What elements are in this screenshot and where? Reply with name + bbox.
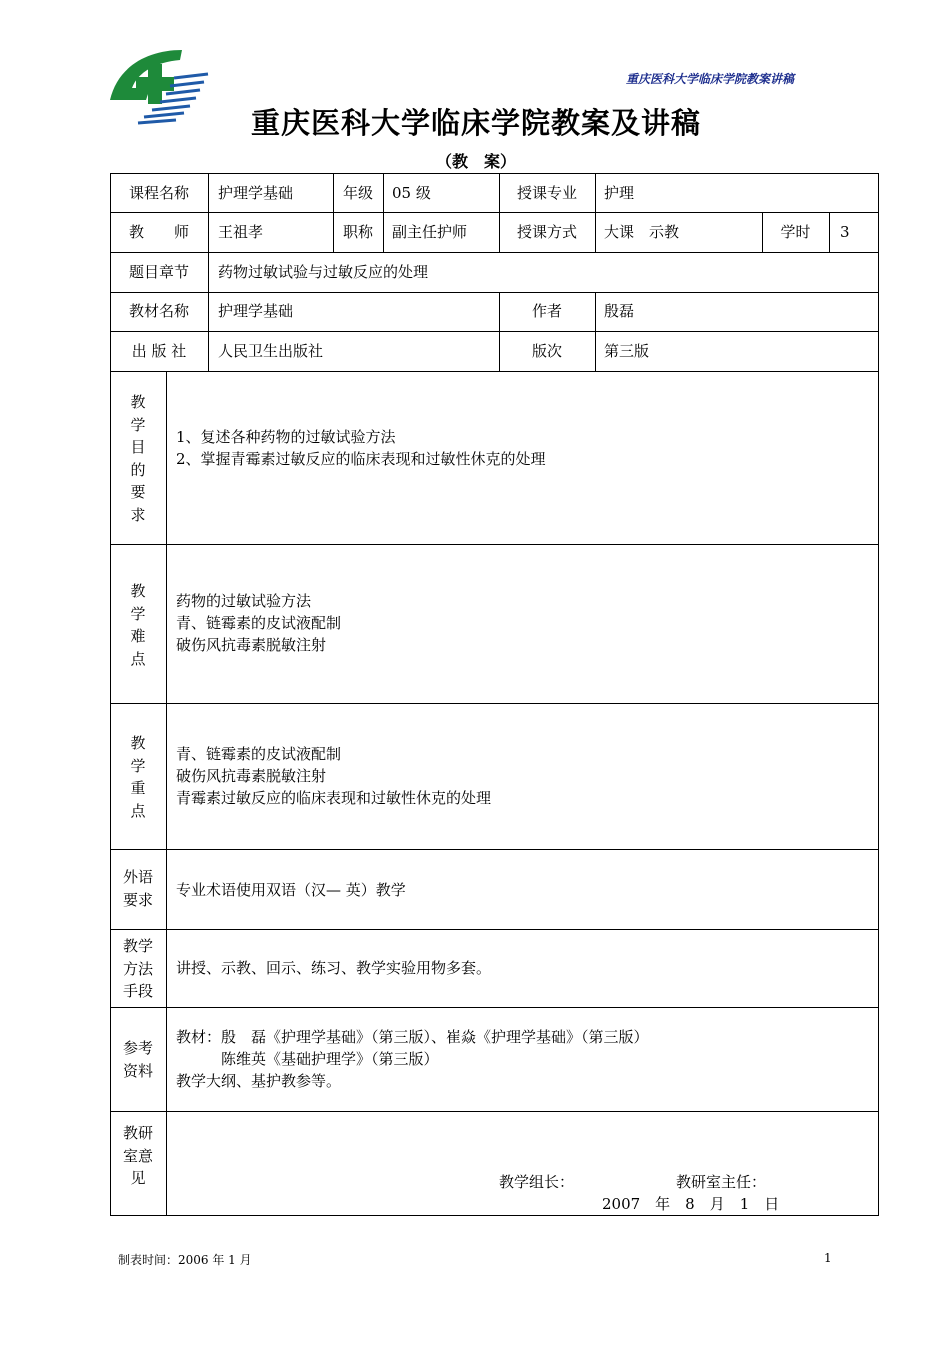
edition-value: 第三版 [604, 342, 650, 360]
topic-label: 题目章节 [128, 263, 189, 281]
row-divider [110, 212, 879, 213]
references-text: 教材：殷 磊《护理学基础》（第三版）、崔焱《护理学基础》（第三版） 陈维英《基础护理学》（第三版） 教学大纲、基护教参等。 [176, 1028, 649, 1090]
publisher-value: 人民卫生出版社 [218, 342, 324, 360]
methods-label: 教学 方法 手段 [122, 937, 153, 1000]
difficulties-label: 教 学 难 点 [130, 582, 146, 668]
objectives-label: 教 学 目 的 要 求 [130, 393, 146, 524]
hours-label: 学时 [780, 223, 811, 241]
row-divider [110, 1111, 879, 1112]
page-title: 重庆医科大学临床学院教案及讲稿 [250, 106, 701, 140]
row-divider [110, 929, 879, 930]
author-label: 作者 [531, 302, 562, 320]
col-divider [166, 371, 167, 1216]
col-divider [595, 292, 596, 371]
textbook-value: 护理学基础 [218, 302, 294, 320]
grade-label: 年级 [342, 184, 373, 202]
col-divider [383, 173, 384, 252]
major-value: 护理 [604, 184, 635, 202]
row-divider [110, 252, 879, 253]
teacher-value: 王祖孝 [218, 223, 264, 241]
director-label: 教研室主任： [676, 1173, 767, 1191]
row-divider [110, 544, 879, 545]
major-label: 授课专业 [516, 184, 577, 202]
row-divider [110, 371, 879, 372]
opinion-label: 教研 室意 见 [122, 1124, 153, 1187]
language-text: 专业术语使用双语（汉— 英）教学 [176, 881, 406, 899]
page-subtitle: （教 案） [435, 152, 516, 171]
group-leader-label: 教学组长： [499, 1173, 575, 1191]
row-divider [110, 1007, 879, 1008]
teacher-label: 教 师 [128, 223, 189, 241]
textbook-label: 教材名称 [128, 302, 189, 320]
row-divider [110, 849, 879, 850]
hours-value: 3 [840, 223, 850, 241]
col-divider [595, 173, 596, 252]
rank-label: 职称 [342, 223, 373, 241]
keypoints-label: 教 学 重 点 [130, 734, 146, 820]
page-number: 1 [824, 1251, 832, 1265]
row-divider [110, 292, 879, 293]
method-value: 大课 示教 [604, 223, 680, 241]
difficulties-text: 药物的过敏试验方法 青、链霉素的皮试液配制 破伤风抗毒素脱敏注射 [176, 592, 342, 654]
references-label: 参考 资料 [122, 1039, 153, 1080]
col-divider [829, 212, 830, 252]
objectives-text: 1、复述各种药物的过敏试验方法 2、掌握青霉素过敏反应的临床表现和过敏性休克的处理 [176, 428, 546, 468]
opinion-date: 2007 年 8 月 1 日 [602, 1195, 780, 1213]
made-time: 制表时间：2006 年 1 月 [118, 1253, 252, 1267]
edition-label: 版次 [531, 342, 562, 360]
grade-value: 05 级 [392, 184, 431, 202]
course-name-label: 课程名称 [128, 184, 189, 202]
rank-value: 副主任护师 [392, 223, 468, 241]
row-divider [110, 703, 879, 704]
header-note: 重庆医科大学临床学院教案讲稿 [626, 72, 795, 86]
language-label: 外语 要求 [122, 868, 153, 909]
col-divider [208, 173, 209, 371]
row-divider [110, 331, 879, 332]
methods-text: 讲授、示教、回示、练习、教学实验用物多套。 [176, 959, 492, 977]
topic-value: 药物过敏试验与过敏反应的处理 [218, 263, 429, 281]
course-name-value: 护理学基础 [218, 184, 294, 202]
publisher-label: 出 版 社 [131, 342, 187, 360]
keypoints-text: 青、链霉素的皮试液配制 破伤风抗毒素脱敏注射 青霉素过敏反应的临床表现和过敏性休克的处理 [176, 745, 492, 807]
method-label: 授课方式 [516, 223, 577, 241]
author-value: 殷磊 [604, 302, 635, 320]
